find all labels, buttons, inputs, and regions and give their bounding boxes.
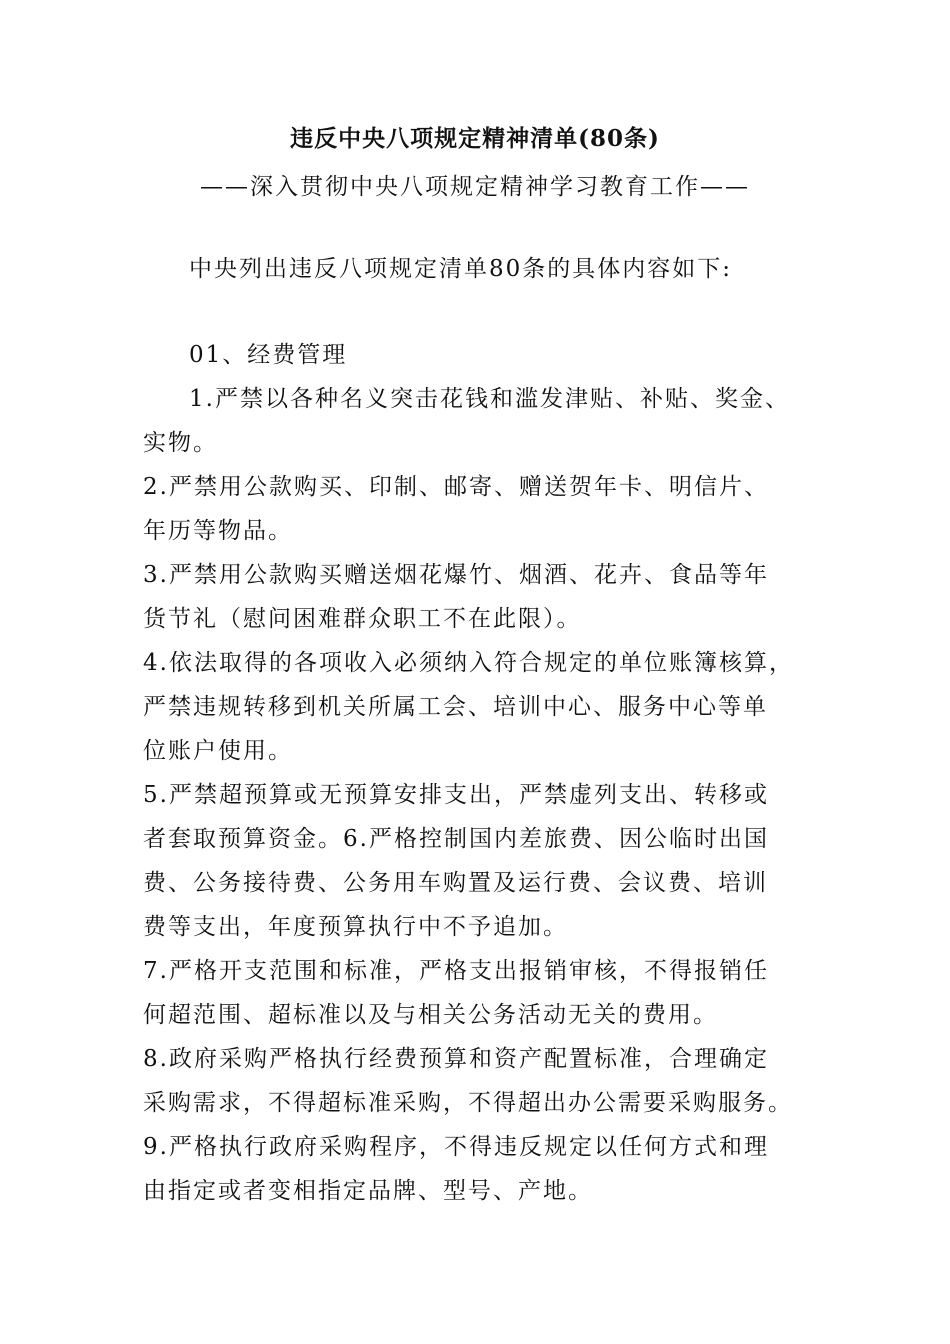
rule-line: 8.政府采购严格执行经费预算和资产配置标准，合理确定 xyxy=(143,1046,769,1072)
rule-line: 严禁违规转移到机关所属工会、培训中心、服务中心等单 xyxy=(143,694,768,720)
section-block xyxy=(143,333,803,377)
rule-line: 7.严格开支范围和标准，严格支出报销审核，不得报销任 xyxy=(143,958,769,984)
section-heading: 01、经费管理 xyxy=(189,342,348,368)
rule-line: 位账户使用。 xyxy=(143,738,293,764)
rules-list xyxy=(143,377,803,1213)
rule-line: 货节礼（慰问困难群众职工不在此限）。 xyxy=(143,606,582,632)
rule-line: 1.严禁以各种名义突击花钱和滥发津贴、补贴、奖金、 xyxy=(189,386,790,412)
document-title: 违反中央八项规定精神清单(80条) xyxy=(290,125,660,152)
intro-paragraph xyxy=(143,247,803,291)
rule-line: 采购需求，不得超标准采购，不得超出办公需要采购服务。 xyxy=(143,1090,793,1116)
rule-line: 2.严禁用公款购买、印制、邮寄、赠送贺年卡、明信片、 xyxy=(143,474,769,500)
document-subtitle: ——深入贯彻中央八项规定精神学习教育工作—— xyxy=(200,174,750,200)
rule-line: 费、公务接待费、公务用车购置及运行费、会议费、培训 xyxy=(143,870,768,896)
rule-line: 实物。 xyxy=(143,430,218,456)
intro-text: 中央列出违反八项规定清单80条的具体内容如下: xyxy=(189,256,733,282)
rule-line: 4.依法取得的各项收入必须纳入符合规定的单位账簿核算， xyxy=(143,650,794,676)
rule-line: 5.严禁超预算或无预算安排支出，严禁虚列支出、转移或 xyxy=(143,782,769,808)
rule-line: 3.严禁用公款购买赠送烟花爆竹、烟酒、花卉、食品等年 xyxy=(143,562,769,588)
rule-line: 由指定或者变相指定品牌、型号、产地。 xyxy=(143,1178,593,1204)
rule-line: 费等支出，年度预算执行中不予追加。 xyxy=(143,914,568,940)
rule-line: 者套取预算资金。6.严格控制国内差旅费、因公临时出国 xyxy=(143,826,769,852)
rule-line: 何超范围、超标准以及与相关公务活动无关的费用。 xyxy=(143,1002,718,1028)
rule-line: 年历等物品。 xyxy=(143,518,293,544)
rule-line: 9.严格执行政府采购程序，不得违反规定以任何方式和理 xyxy=(143,1134,769,1160)
